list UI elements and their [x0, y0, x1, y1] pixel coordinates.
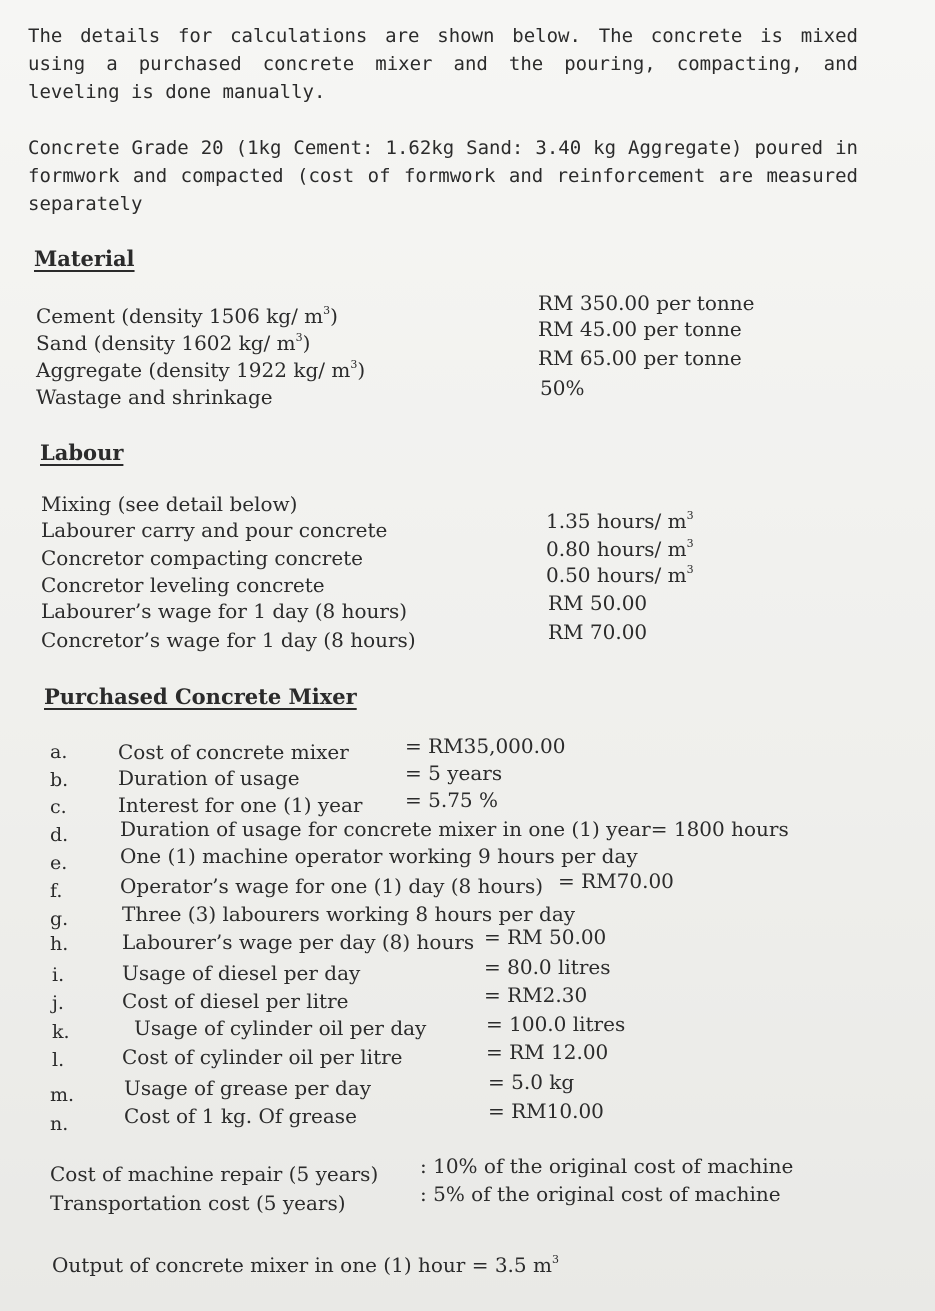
mixer-letter: a. — [50, 741, 68, 763]
mixer-heading: Purchased Concrete Mixer — [44, 684, 357, 709]
mixer-letter: k. — [52, 1021, 70, 1043]
mixer-item-grease-cost: Cost of 1 kg. Of grease — [124, 1104, 357, 1128]
mixer-letter: c. — [50, 796, 67, 818]
material-value-wastage: 50% — [540, 376, 585, 400]
mixer-item-cylinder-oil-cost: Cost of cylinder oil per litre — [122, 1045, 403, 1069]
mixer-item-operator-wage: Operator’s wage for one (1) day (8 hours) — [120, 874, 544, 898]
mixer-item-usage-hours: Duration of usage for concrete mixer in one (1) year= 1800 hours — [120, 817, 789, 841]
superscript: 3 — [686, 563, 694, 576]
mixer-value-operator-wage: = RM70.00 — [558, 869, 674, 893]
material-label-end: ) — [330, 304, 338, 328]
mixer-item-interest: Interest for one (1) year — [118, 793, 363, 817]
mixer-value-interest: = 5.75 % — [405, 788, 499, 812]
labour-value-leveling — [546, 563, 694, 587]
mixer-letter: j. — [52, 992, 64, 1014]
mixer-value-cylinder-oil-cost: = RM 12.00 — [486, 1040, 609, 1064]
mixer-item-labourers: Three (3) labourers working 8 hours per day — [122, 902, 576, 926]
mixer-value-labourer-wage: = RM 50.00 — [484, 925, 607, 949]
mixer-item-grease-usage: Usage of grease per day — [124, 1076, 372, 1100]
mixer-value-diesel-usage: = 80.0 litres — [484, 955, 611, 979]
mixer-letter: h. — [50, 933, 69, 955]
labour-value-compacting — [546, 537, 694, 561]
mixer-value-grease-cost: = RM10.00 — [488, 1099, 604, 1123]
mixer-letter: l. — [52, 1049, 65, 1071]
material-label-end: ) — [357, 358, 366, 382]
mixer-output-text: Output of concrete mixer in one (1) hour = 3.5 m — [52, 1253, 552, 1277]
labour-item-labourer-wage: Labourer’s wage for 1 day (8 hours) — [41, 599, 408, 623]
labour-heading: Labour — [40, 440, 124, 465]
labour-value-concretor-wage: RM 70.00 — [548, 620, 648, 644]
labour-value: 0.80 hours/ m — [546, 537, 687, 561]
labour-item-compacting: Concretor compacting concrete — [41, 546, 364, 570]
mixer-item-cylinder-oil-usage: Usage of cylinder oil per day — [134, 1016, 427, 1040]
transport-cost-label: Transportation cost (5 years) — [50, 1191, 346, 1215]
superscript: 3 — [686, 537, 694, 550]
superscript: 3 — [350, 358, 358, 371]
mixer-letter: g. — [50, 908, 69, 930]
labour-item-mixing: Mixing (see detail below) — [41, 492, 298, 516]
mixer-letter: e. — [50, 852, 68, 874]
mixer-item-operator: One (1) machine operator working 9 hours per day — [120, 844, 638, 868]
material-item-wastage: Wastage and shrinkage — [36, 385, 273, 409]
material-label: Sand (density 1602 kg/ m — [36, 331, 296, 355]
mixer-value-grease-usage: = 5.0 kg — [488, 1070, 575, 1094]
material-value-cement: RM 350.00 per tonne — [538, 291, 755, 315]
repair-cost-label: Cost of machine repair (5 years) — [50, 1162, 379, 1186]
mixer-item-diesel-usage: Usage of diesel per day — [122, 961, 361, 985]
concrete-grade-paragraph: Concrete Grade 20 (1kg Cement: 1.62kg Sand: 3.40 kg Aggregate) poured in formwork and compacted (cost of formwork and reinforcement are measured separately — [28, 137, 858, 215]
labour-value-labourer-wage: RM 50.00 — [548, 591, 648, 615]
material-label: Aggregate (density 1922 kg/ m — [36, 358, 351, 382]
labour-item-carry: Labourer carry and pour concrete — [41, 518, 388, 542]
repair-cost-value: : 10% of the original cost of machine — [420, 1154, 794, 1178]
mixer-value-duration: = 5 years — [405, 761, 503, 785]
mixer-output-line — [52, 1253, 559, 1277]
superscript: 3 — [323, 304, 331, 317]
mixer-item-duration: Duration of usage — [118, 766, 300, 790]
material-label-end: ) — [302, 331, 311, 355]
mixer-letter: n. — [50, 1113, 69, 1135]
mixer-letter: b. — [50, 769, 69, 791]
transport-cost-value: : 5% of the original cost of machine — [420, 1182, 781, 1206]
superscript: 3 — [551, 1253, 559, 1266]
mixer-item-cost: Cost of concrete mixer — [118, 740, 349, 764]
labour-value: 0.50 hours/ m — [546, 563, 687, 587]
material-item-aggregate — [36, 358, 365, 382]
material-value-sand: RM 45.00 per tonne — [538, 317, 742, 341]
intro-paragraph: The details for calculations are shown below. The concrete is mixed using a purchased concrete mixer and the pouring, compacting, and leveling is done manually. — [28, 25, 858, 103]
mixer-letter: i. — [52, 964, 65, 986]
mixer-item-diesel-cost: Cost of diesel per litre — [122, 989, 349, 1013]
labour-value-carry — [546, 509, 694, 533]
mixer-letter: f. — [50, 880, 63, 902]
mixer-letter: m. — [50, 1084, 75, 1106]
material-heading: Material — [34, 246, 135, 271]
mixer-value-diesel-cost: = RM2.30 — [484, 983, 588, 1007]
mixer-item-labourer-wage: Labourer’s wage per day (8) hours — [122, 930, 475, 954]
material-label: Cement (density 1506 kg/ m — [36, 304, 324, 328]
material-item-sand — [36, 331, 310, 355]
superscript: 3 — [295, 331, 303, 344]
mixer-value-cylinder-oil-usage: = 100.0 litres — [486, 1012, 626, 1036]
mixer-letter: d. — [50, 824, 69, 846]
mixer-value-cost: = RM35,000.00 — [405, 734, 566, 758]
material-value-aggregate: RM 65.00 per tonne — [538, 346, 742, 370]
labour-item-concretor-wage: Concretor’s wage for 1 day (8 hours) — [41, 628, 416, 652]
labour-item-leveling: Concretor leveling concrete — [41, 573, 325, 597]
material-item-cement — [36, 304, 338, 328]
superscript: 3 — [686, 509, 694, 522]
labour-value: 1.35 hours/ m — [546, 509, 687, 533]
